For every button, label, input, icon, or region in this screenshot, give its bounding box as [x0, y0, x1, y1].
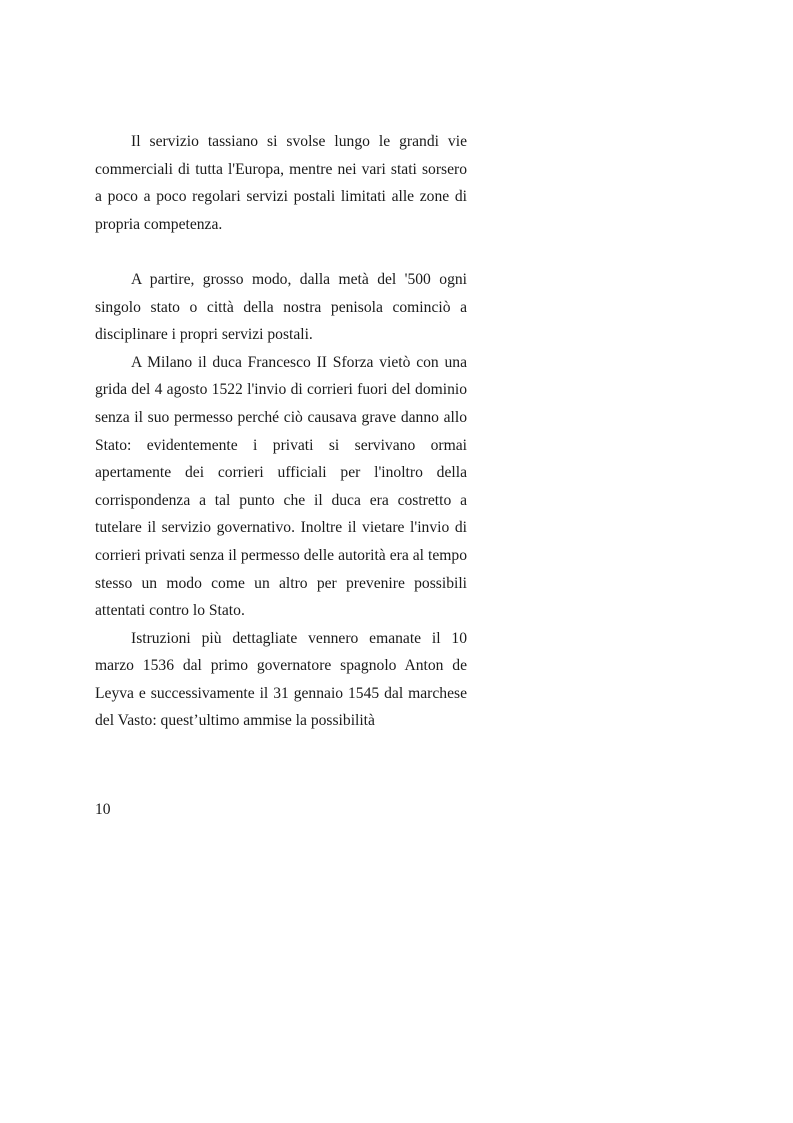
paragraph-2: A partire, grosso modo, dalla metà del '500 ogni singolo stato o città della nostra penisola cominciò a disciplinare i propri servizi postali.	[95, 270, 467, 344]
paragraph-4: Istruzioni più dettagliate vennero emanate il 10 marzo 1536 dal primo governatore spagnolo Anton de Leyva e successivamente il 31 gennaio 1545 dal marchese del Vasto: quest’ultimo ammise la possibilità	[95, 629, 467, 730]
page-number: 10	[95, 801, 111, 818]
paragraph-3: A Milano il duca Francesco II Sforza vietò con una grida del 4 agosto 1522 l'invio di corrieri fuori del dominio senza il suo permesso perché ciò causava grave danno allo Stato: evidentemente i privati si servivano ormai apertamente dei corrieri ufficiali per l'inoltro della corrispondenza a tal punto che il duca era costretto a tutelare il servizio governativo. Inoltre il vietare l'invio di corrieri privati senza il permesso delle autorità era al tempo stesso un modo come un altro per prevenire possibili attentati contro lo Stato.	[95, 353, 467, 620]
paragraph-1: Il servizio tassiano si svolse lungo le grandi vie commerciali di tutta l'Europa, mentre nei vari stati sorsero a poco a poco regolari servizi postali limitati alle zone di propria competenza.	[95, 133, 467, 233]
body-text	[95, 128, 467, 735]
